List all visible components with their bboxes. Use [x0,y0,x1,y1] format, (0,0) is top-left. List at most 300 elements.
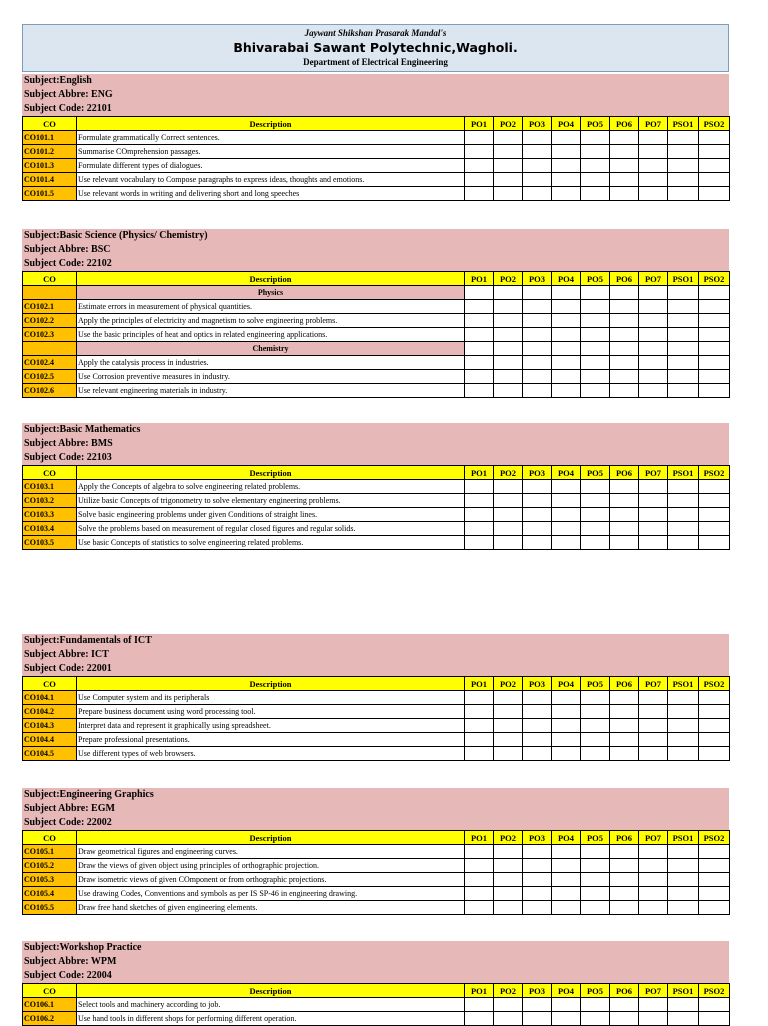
co-description: Select tools and machinery according to job. [77,998,465,1012]
mapping-cell [639,286,668,300]
mapping-cell [581,508,610,522]
subject-name: Subject:Workshop Practice [24,942,142,953]
mapping-cell [465,145,494,159]
co-code: CO104.4 [23,733,77,747]
mapping-cell [552,508,581,522]
mapping-cell [639,370,668,384]
mapping-cell [639,1012,668,1026]
mapping-cell [552,480,581,494]
co-description: Use relevant vocabulary to Compose paragraphs to express ideas, thoughts and emotions. [77,173,465,187]
column-header: PO1 [465,272,494,286]
mapping-cell [581,356,610,370]
mapping-cell [523,145,552,159]
mapping-cell [699,705,730,719]
mapping-cell [668,286,699,300]
mapping-cell [465,747,494,761]
co-description: Draw isometric views of given COmponent or from orthographic projections. [77,873,465,887]
column-header: PSO2 [699,677,730,691]
column-header: CO [23,984,77,998]
header-row [23,831,730,845]
mapping-cell [610,159,639,173]
mapping-cell [523,845,552,859]
mapping-cell [494,901,523,915]
co-code: CO103.5 [23,536,77,550]
mapping-cell [668,145,699,159]
mapping-cell [494,494,523,508]
subject-block [22,423,729,550]
co-description: Use hand tools in different shops for performing different operation. [77,1012,465,1026]
mapping-cell [465,342,494,356]
mapping-cell [552,705,581,719]
column-header: PO4 [552,466,581,480]
table-row [23,719,730,733]
table-row [23,384,730,398]
mapping-cell [639,522,668,536]
co-code: CO102.6 [23,384,77,398]
mapping-cell [639,145,668,159]
column-header: PO2 [494,117,523,131]
mapping-cell [581,187,610,201]
mapping-cell [639,356,668,370]
mapping-cell [523,286,552,300]
mapping-cell [552,522,581,536]
column-header: PO4 [552,117,581,131]
mapping-cell [581,901,610,915]
subject-name: Subject:Fundamentals of ICT [24,635,152,646]
column-header: CO [23,677,77,691]
subsection-title: Physics [77,286,465,300]
mapping-cell [552,159,581,173]
mapping-cell [699,845,730,859]
mapping-cell [639,159,668,173]
mapping-cell [639,859,668,873]
subject-name: Subject:Engineering Graphics [24,789,154,800]
mapping-cell [523,314,552,328]
mapping-cell [668,691,699,705]
mapping-cell [610,845,639,859]
mapping-cell [465,536,494,550]
table-row [23,691,730,705]
mapping-cell [465,286,494,300]
co-table [22,465,730,550]
mapping-cell [552,1012,581,1026]
co-description: Summarise COmprehension passages. [77,145,465,159]
column-header: PO6 [610,466,639,480]
mapping-cell [523,159,552,173]
mapping-cell [610,370,639,384]
subject-block [22,74,729,201]
mapping-cell [581,705,610,719]
table-row [23,733,730,747]
mapping-cell [552,370,581,384]
mapping-cell [494,536,523,550]
mapping-cell [523,873,552,887]
mapping-cell [668,887,699,901]
mapping-cell [699,342,730,356]
mapping-cell [494,845,523,859]
column-header: Description [77,984,465,998]
mapping-cell [494,131,523,145]
column-header: PO7 [639,984,668,998]
mapping-cell [699,998,730,1012]
co-description: Use Corrosion preventive measures in industry. [77,370,465,384]
mapping-cell [581,998,610,1012]
mapping-cell [465,300,494,314]
mapping-cell [610,314,639,328]
table-row [23,705,730,719]
table-row [23,887,730,901]
column-header: Description [77,466,465,480]
column-header: PO3 [523,984,552,998]
mapping-cell [523,508,552,522]
mapping-cell [552,145,581,159]
header-row [23,466,730,480]
subject-abbreviation: Subject Abbre: EGM [24,803,115,814]
mapping-cell [610,522,639,536]
mapping-cell [494,508,523,522]
table-row [23,300,730,314]
co-code: CO105.3 [23,873,77,887]
column-header: PO1 [465,117,494,131]
column-header: PO3 [523,272,552,286]
mapping-cell [610,328,639,342]
mapping-cell [610,145,639,159]
mapping-cell [523,173,552,187]
mapping-cell [668,733,699,747]
table-row [23,494,730,508]
column-header: PSO2 [699,831,730,845]
mapping-cell [523,328,552,342]
table-row [23,845,730,859]
mapping-cell [552,187,581,201]
subject-info [22,634,729,676]
mapping-cell [552,300,581,314]
mapping-cell [581,131,610,145]
column-header: PO1 [465,677,494,691]
table-row [23,901,730,915]
mapping-cell [494,314,523,328]
column-header: PO1 [465,831,494,845]
mapping-cell [668,480,699,494]
mapping-cell [668,131,699,145]
document-header [22,24,729,72]
co-description: Formulate grammatically Correct sentences. [77,131,465,145]
column-header: PSO1 [668,117,699,131]
subject-code: Subject Code: 22103 [24,452,112,463]
mapping-cell [639,508,668,522]
mapping-cell [465,691,494,705]
mapping-cell [581,173,610,187]
mapping-cell [552,873,581,887]
mapping-cell [668,494,699,508]
co-description: Utilize basic Concepts of trigonometry to solve elementary engineering problems. [77,494,465,508]
co-code: CO103.1 [23,480,77,494]
mapping-cell [523,342,552,356]
mapping-cell [639,384,668,398]
subject-block [22,634,729,761]
co-table [22,116,730,201]
subject-block [22,229,729,398]
subject-name: Subject:English [24,75,92,86]
mapping-cell [494,873,523,887]
column-header: PO2 [494,466,523,480]
mapping-cell [581,494,610,508]
mapping-cell [581,719,610,733]
mapping-cell [610,480,639,494]
mapping-cell [699,508,730,522]
mapping-cell [639,887,668,901]
subject-code: Subject Code: 22004 [24,970,112,981]
mapping-cell [668,173,699,187]
mapping-cell [523,998,552,1012]
mapping-cell [581,536,610,550]
mapping-cell [552,733,581,747]
co-description: Interpret data and represent it graphically using spreadsheet. [77,719,465,733]
mapping-cell [552,342,581,356]
column-header: PO4 [552,984,581,998]
mapping-cell [494,705,523,719]
mapping-cell [523,536,552,550]
co-code: CO104.5 [23,747,77,761]
mapping-cell [523,187,552,201]
mapping-cell [523,719,552,733]
mapping-cell [552,314,581,328]
mapping-cell [494,356,523,370]
mapping-cell [465,314,494,328]
co-code: CO101.3 [23,159,77,173]
column-header: Description [77,831,465,845]
mapping-cell [494,887,523,901]
subject-abbreviation: Subject Abbre: ICT [24,649,109,660]
column-header: PO5 [581,117,610,131]
mapping-cell [465,173,494,187]
mapping-cell [465,159,494,173]
mapping-cell [581,480,610,494]
subject-abbreviation: Subject Abbre: BMS [24,438,113,449]
column-header: PO2 [494,272,523,286]
mapping-cell [699,691,730,705]
header-row [23,984,730,998]
mapping-cell [610,300,639,314]
column-header: PO4 [552,272,581,286]
mapping-cell [523,691,552,705]
co-description: Formulate different types of dialogues. [77,159,465,173]
mapping-cell [523,370,552,384]
co-description: Draw geometrical figures and engineering curves. [77,845,465,859]
mapping-cell [668,342,699,356]
mapping-cell [699,131,730,145]
mapping-cell [668,845,699,859]
mapping-cell [610,873,639,887]
mapping-cell [465,328,494,342]
mapping-cell [523,131,552,145]
co-description: Solve the problems based on measurement of regular closed figures and regular solids. [77,522,465,536]
mapping-cell [552,384,581,398]
mapping-cell [639,733,668,747]
table-row [23,522,730,536]
mapping-cell [639,131,668,145]
mapping-cell [668,998,699,1012]
co-code: CO103.4 [23,522,77,536]
subject-name: Subject:Basic Mathematics [24,424,141,435]
mapping-cell [523,356,552,370]
co-code: CO101.2 [23,145,77,159]
subject-block [22,941,729,1026]
mapping-cell [581,691,610,705]
mapping-cell [494,998,523,1012]
mapping-cell [494,747,523,761]
co-code: CO105.2 [23,859,77,873]
table-row [23,873,730,887]
mapping-cell [699,733,730,747]
mapping-cell [494,1012,523,1026]
mapping-cell [668,508,699,522]
mapping-cell [639,705,668,719]
subject-abbreviation: Subject Abbre: ENG [24,89,113,100]
column-header: PO5 [581,466,610,480]
co-code: CO101.5 [23,187,77,201]
table-row [23,859,730,873]
mapping-cell [699,859,730,873]
mapping-cell [552,887,581,901]
mapping-cell [581,747,610,761]
co-description: Use relevant words in writing and delivering short and long speeches [77,187,465,201]
co-description: Apply the Concepts of algebra to solve engineering related problems. [77,480,465,494]
mapping-cell [610,1012,639,1026]
mapping-cell [610,384,639,398]
table-row [23,1012,730,1026]
mapping-cell [494,328,523,342]
mapping-cell [610,747,639,761]
mapping-cell [581,873,610,887]
mapping-cell [610,859,639,873]
mapping-cell [699,286,730,300]
mapping-cell [581,328,610,342]
mapping-cell [465,522,494,536]
department-name: Department of Electrical Engineering [303,57,448,67]
table-row [23,159,730,173]
mapping-cell [610,356,639,370]
mapping-cell [639,187,668,201]
column-header: PO4 [552,831,581,845]
subject-code: Subject Code: 22102 [24,258,112,269]
mapping-cell [699,747,730,761]
mapping-cell [552,747,581,761]
institution-name: Bhivarabai Sawant Polytechnic,Wagholi. [233,40,518,55]
column-header: PO5 [581,272,610,286]
mapping-cell [581,1012,610,1026]
subject-info [22,423,729,465]
mapping-cell [639,342,668,356]
mapping-cell [639,845,668,859]
mapping-cell [494,691,523,705]
subject-code: Subject Code: 22002 [24,817,112,828]
mapping-cell [494,159,523,173]
table-row [23,328,730,342]
mapping-cell [610,705,639,719]
mapping-cell [668,384,699,398]
header-row [23,272,730,286]
table-row [23,314,730,328]
co-code: CO105.5 [23,901,77,915]
mapping-cell [610,131,639,145]
mapping-cell [581,286,610,300]
column-header: PSO1 [668,466,699,480]
mapping-cell [465,384,494,398]
mapping-cell [552,173,581,187]
mapping-cell [668,901,699,915]
mapping-cell [668,522,699,536]
co-table [22,983,730,1026]
subject-code: Subject Code: 22101 [24,103,112,114]
mapping-cell [699,187,730,201]
co-description: Use drawing Codes, Conventions and symbols as per IS SP-46 in engineering drawing. [77,887,465,901]
subject-info [22,788,729,830]
co-description: Draw the views of given object using principles of orthographic projection. [77,859,465,873]
column-header: Description [77,677,465,691]
mapping-cell [465,719,494,733]
co-description: Draw free hand sketches of given engineering elements. [77,901,465,915]
table-row [23,508,730,522]
mapping-cell [639,719,668,733]
subsection-row [23,286,730,300]
mapping-cell [494,522,523,536]
document-page [22,24,729,1023]
mapping-cell [465,859,494,873]
table-row [23,747,730,761]
column-header: CO [23,272,77,286]
mapping-cell [465,131,494,145]
co-code: CO101.4 [23,173,77,187]
mapping-cell [610,998,639,1012]
co-code: CO104.2 [23,705,77,719]
column-header: PO3 [523,831,552,845]
mapping-cell [581,159,610,173]
mapping-cell [494,733,523,747]
mapping-cell [465,733,494,747]
mapping-cell [581,887,610,901]
co-code: CO101.1 [23,131,77,145]
co-table [22,830,730,915]
mapping-cell [699,522,730,536]
mapping-cell [668,747,699,761]
column-header: PO3 [523,466,552,480]
mapping-cell [552,901,581,915]
mapping-cell [610,173,639,187]
mapping-cell [581,384,610,398]
mapping-cell [494,286,523,300]
mapping-cell [494,370,523,384]
mapping-cell [581,845,610,859]
mapping-cell [552,494,581,508]
mapping-cell [494,384,523,398]
table-row [23,480,730,494]
mapping-cell [668,314,699,328]
mapping-cell [668,159,699,173]
co-cell-empty [23,286,77,300]
mapping-cell [668,1012,699,1026]
co-code: CO103.2 [23,494,77,508]
co-description: Use relevant engineering materials in industry. [77,384,465,398]
mapping-cell [552,998,581,1012]
mapping-cell [581,314,610,328]
co-code: CO106.2 [23,1012,77,1026]
mapping-cell [699,536,730,550]
mapping-cell [668,300,699,314]
co-description: Prepare professional presentations. [77,733,465,747]
co-code: CO104.3 [23,719,77,733]
mapping-cell [581,370,610,384]
